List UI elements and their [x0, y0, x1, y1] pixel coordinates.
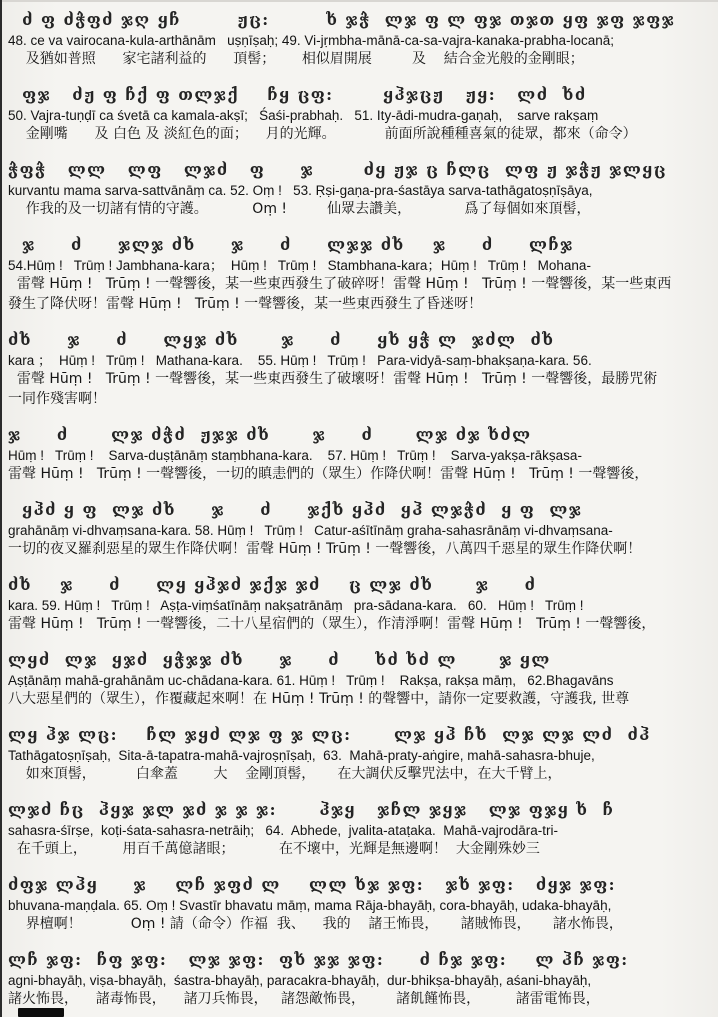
siddham-script-line: ლყძ ლჯ ყჯძ ყჭჯჯ ძხ ჯ ძ ხძ ხძ ლ ჯ ყლ: [8, 650, 551, 669]
sutra-section-58: [8, 497, 712, 559]
chinese-translation-line: 界檀啊！ Oṃ ! 請（命令）作福 我、 我的 諸王怖畏， 諸賊怖畏， 諸水怖畏，: [8, 916, 623, 932]
transliteration-line: kara ； Hūṃ ! Trūṃ ! Mathana-kara. 55. Hūṃ ! Trūṃ ! Para-vidyā-saṃ-bhakṣaṇa-kara. 56.: [8, 353, 592, 368]
sutra-section-59-60: [8, 572, 712, 634]
siddham-script-line: ჯ ძ ჯლჯ ძხ ჯ ძ ლჯჯ ძხ ჯ ძ ლჩჯ: [8, 235, 574, 254]
chinese-translation-line: 金剛嘴 及 白色 及 淡紅色的面； 月的光輝。 前面所說種種喜氣的徒眾，都來（命令）: [8, 126, 637, 142]
siddham-script-line: ჯ ძ ლჯ ძჭძ ჟჯჯ ძხ ჯ ძ ლჯ ძჯ ხძლ: [8, 425, 532, 444]
siddham-script-line: ლყ ჰჯ ლც: ჩლ ჯყძ ლჯ ფ ჯ ლც: ლჯ ყჰ ჩხ ლჯ ლჯ ლძ ძჰ: [8, 725, 651, 744]
siddham-script-line: ძ ფ ძჭფძ ჯღ ყჩ ჟც: ხ ჯჭ ლჯ ფ ლ ფჯ თჯთ ყფ ჯფ ჯფჯ: [8, 10, 676, 29]
chinese-translation-line: 一同作殘害啊！: [8, 391, 106, 407]
chinese-translation-line: 一切的夜叉羅刹惡星的眾生作降伏啊！雷聲 Hūṃ ! Trūṃ ! 一聲響後，八萬四千惡星的眾生作降伏啊！: [8, 541, 642, 557]
chinese-translation-line: 如來頂髻， 白傘蓋 大 金剛頂髻， 在大調伏反擊咒法中，在大千臂上，: [8, 766, 562, 782]
sutra-section-57: [8, 422, 712, 484]
chinese-translation-line: 雷聲 Hūṃ ! Trūṃ ! 一聲響後，某一些東西發生了破碎呀！雷聲 Hūṃ ! Trūṃ ! 一聲響後，某一些東西: [8, 276, 672, 292]
chinese-translation-line: 八大惡星們的（眾生），作覆藏起來啊！在 Hūṃ ! Trūṃ ! 的聲響中，請你一定要救護，守護我, 世尊: [8, 691, 630, 707]
sutra-section-50-51: [8, 82, 712, 144]
scan-edge-left: [0, 0, 2, 1017]
transliteration-line: 48. ce va vairocana-kula-arthānām uṣṇīṣaḥ; 49. Vi-jṛmbha-mānā-ca-sa-vajra-kanaka-prabha-locanā;: [8, 33, 615, 48]
transliteration-line: Hūṃ ! Trūṃ ! Sarva-duṣṭānāṃ staṃbhana-kara. 57. Hūṃ ! Trūṃ ! Sarva-yakṣa-rākṣasa-: [8, 448, 582, 463]
sutra-section-52-53: [8, 157, 712, 219]
chinese-translation-line: 作我的及一切諸有情的守護。 Oṃ ! 仙眾去讚美， 爲了每個如來頂髻，: [8, 201, 591, 217]
chinese-translation-line: 雷聲 Hūṃ ! Trūṃ ! 一聲響後，某一些東西發生了破壞呀！雷聲 Hūṃ ! Trūṃ ! 一聲響後，最勝咒術: [8, 371, 658, 387]
sutra-section-55-56: [8, 327, 712, 409]
transliteration-line: Aṣṭānāṃ mahā-grahānām uc-chādana-kara. 61. Hūṃ ! Trūṃ ! Rakṣa, rakṣa māṃ, 62.Bhagavāns: [8, 673, 614, 688]
siddham-script-line: ძხ ჯ ძ ლყჯ ძხ ჯ ძ ყხ ყჭ ლ ჯძლ ძხ: [8, 330, 555, 349]
sutra-section-64: [8, 797, 712, 859]
siddham-script-line: ლჯძ ჩც ჰყჯ ჯლ ჯძ ჯ ჯ ჯ: ჰჯყ ჯჩლ ჯყჯ ლჯ ფჯყ ხ ჩ: [8, 800, 615, 819]
transliteration-line: kurvantu mama sarva-sattvānāṃ ca. 52. Oṃ ! 53. Ṛṣi-gaṇa-pra-śastāya sarva-tathāgatoṣṇīṣāya,: [8, 183, 593, 198]
sutra-section-54: [8, 232, 712, 314]
chinese-translation-line: 及猶如普照 家宅諸利益的 頂髻； 相似眉開展 及 結合金光般的金剛眼；: [8, 51, 584, 67]
siddham-script-line: ძხ ჯ ძ ლყ ყჰჯძ ჯქჯ ჯძ ც ლჯ ძხ ჯ ძ: [8, 575, 537, 594]
transliteration-line: 54.Hūṃ ! Trūṃ ! Jambhana-kara； Hūṃ ! Trūṃ ! Stambhana-kara；Hūṃ ! Trūṃ ! Mohana-: [8, 258, 591, 273]
siddham-script-line: ფჯ ძჟ ფ ჩქ ფ თლჯქ ჩყ ცფ: ყჰჯცჟ ჟყ: ლძ ხძ: [8, 85, 587, 104]
sutra-section-61-62: [8, 647, 712, 709]
siddham-script-line: ძფჯ ლჰყ ჯ ლჩ ჯფძ ლ ლლ ხჯ ჯფ: ჯხ ჯფ: ძყჯ ჯფ:: [8, 875, 616, 894]
scan-mark-bottom-left: [18, 1008, 64, 1017]
chinese-translation-line: 雷聲 Hūṃ ! Trūṃ ! 一聲響後，一切的瞋恚們的（眾生）作降伏啊！雷聲 Hūṃ ! Trūṃ ! 一聲響後，: [8, 466, 649, 482]
transliteration-line: agni-bhayāḥ, viṣa-bhayāḥ, śastra-bhayāḥ, paracakra-bhayāḥ, dur-bhikṣa-bhayāḥ, aśani-bhayāḥ,: [8, 973, 592, 988]
chinese-translation-line: 發生了降伏呀！雷聲 Hūṃ ! Trūṃ ! 一聲響後，某一些東西發生了昏迷呀！: [8, 296, 483, 312]
transliteration-line: bhuvana-maṇḍala. 65. Oṃ ! Svastīr bhavatu māṃ, mama Rāja-bhayāḥ, cora-bhayāḥ, udaka-bhayāḥ,: [8, 898, 612, 913]
chinese-translation-line: 雷聲 Hūṃ ! Trūṃ ! 一聲響後，二十八星宿們的（眾生），作清淨啊！雷聲 Hūṃ ! Trūṃ ! 一聲響後，: [8, 616, 656, 632]
transliteration-line: kara. 59. Hūṃ ! Trūṃ ! Aṣṭa-viṃśatīnāṃ nakṣatrānāṃ pra-sādana-kara. 60. Hūṃ ! Trūṃ !: [8, 598, 584, 613]
sutra-section-63: [8, 722, 712, 784]
siddham-script-line: ლჩ ჯფ: ჩფ ჯფ: ლჯ ჯფ: ფხ ჯჯ ჯფ: ძ ჩჯ ჯფ: ლ ჰჩ ჯფ:: [8, 950, 629, 969]
transliteration-line: sahasra-śīrṣe, koṭi-śata-sahasra-netrāiḥ; 64. Abhede, jvalita-ataṭaka. Mahā-vajrodāra-tri-: [8, 823, 558, 838]
sutra-section-65b: [8, 947, 712, 1009]
sutra-section-65: [8, 872, 712, 934]
sutra-section-48-49: [8, 7, 712, 69]
siddham-script-line: ყჰძ ყ ფ ლჯ ძხ ჯ ძ ჯქხ ყჰძ ყჰ ლჯჭძ ყ ფ ლჯ: [8, 500, 583, 519]
transliteration-line: 50. Vajra-tuṇḍī ca śvetā ca kamala-akṣī; Śaśi-prabhaḥ. 51. Ity-ādi-mudra-gaṇaḥ, sarve rakṣaṃ: [8, 108, 599, 123]
transliteration-line: grahānāṃ vi-dhvaṃsana-kara. 58. Hūṃ ! Trūṃ ! Catur-aśītīnāṃ graha-sahasrānāṃ vi-dhvaṃsana-: [8, 523, 613, 538]
sutra-text-content: [8, 7, 712, 1009]
chinese-translation-line: 諸火怖畏， 諸毒怖畏， 諸刀兵怖畏， 諸怨敵怖畏， 諸飢饉怖畏， 諸雷電怖畏，: [8, 991, 600, 1007]
chinese-translation-line: 在千頭上， 用百千萬億諸眼； 在不壞中，光輝是無邊啊！ 大金剛殊妙三: [8, 841, 540, 857]
scan-edge-top: [0, 0, 718, 2]
transliteration-line: Tathāgatoṣṇīṣaḥ, Sita-ā-tapatra-mahā-vajroṣṇīṣaḥ, 63. Mahā-praty-aṅgire, mahā-sahasra-bhuje,: [8, 748, 595, 763]
siddham-script-line: ჭფჭ ლლ ლფ ლჯძ ფ ჯ ძყ ჟჯ ც ჩლც ლფ ჟ ჯჭჟ ჯლყც: [8, 160, 667, 179]
